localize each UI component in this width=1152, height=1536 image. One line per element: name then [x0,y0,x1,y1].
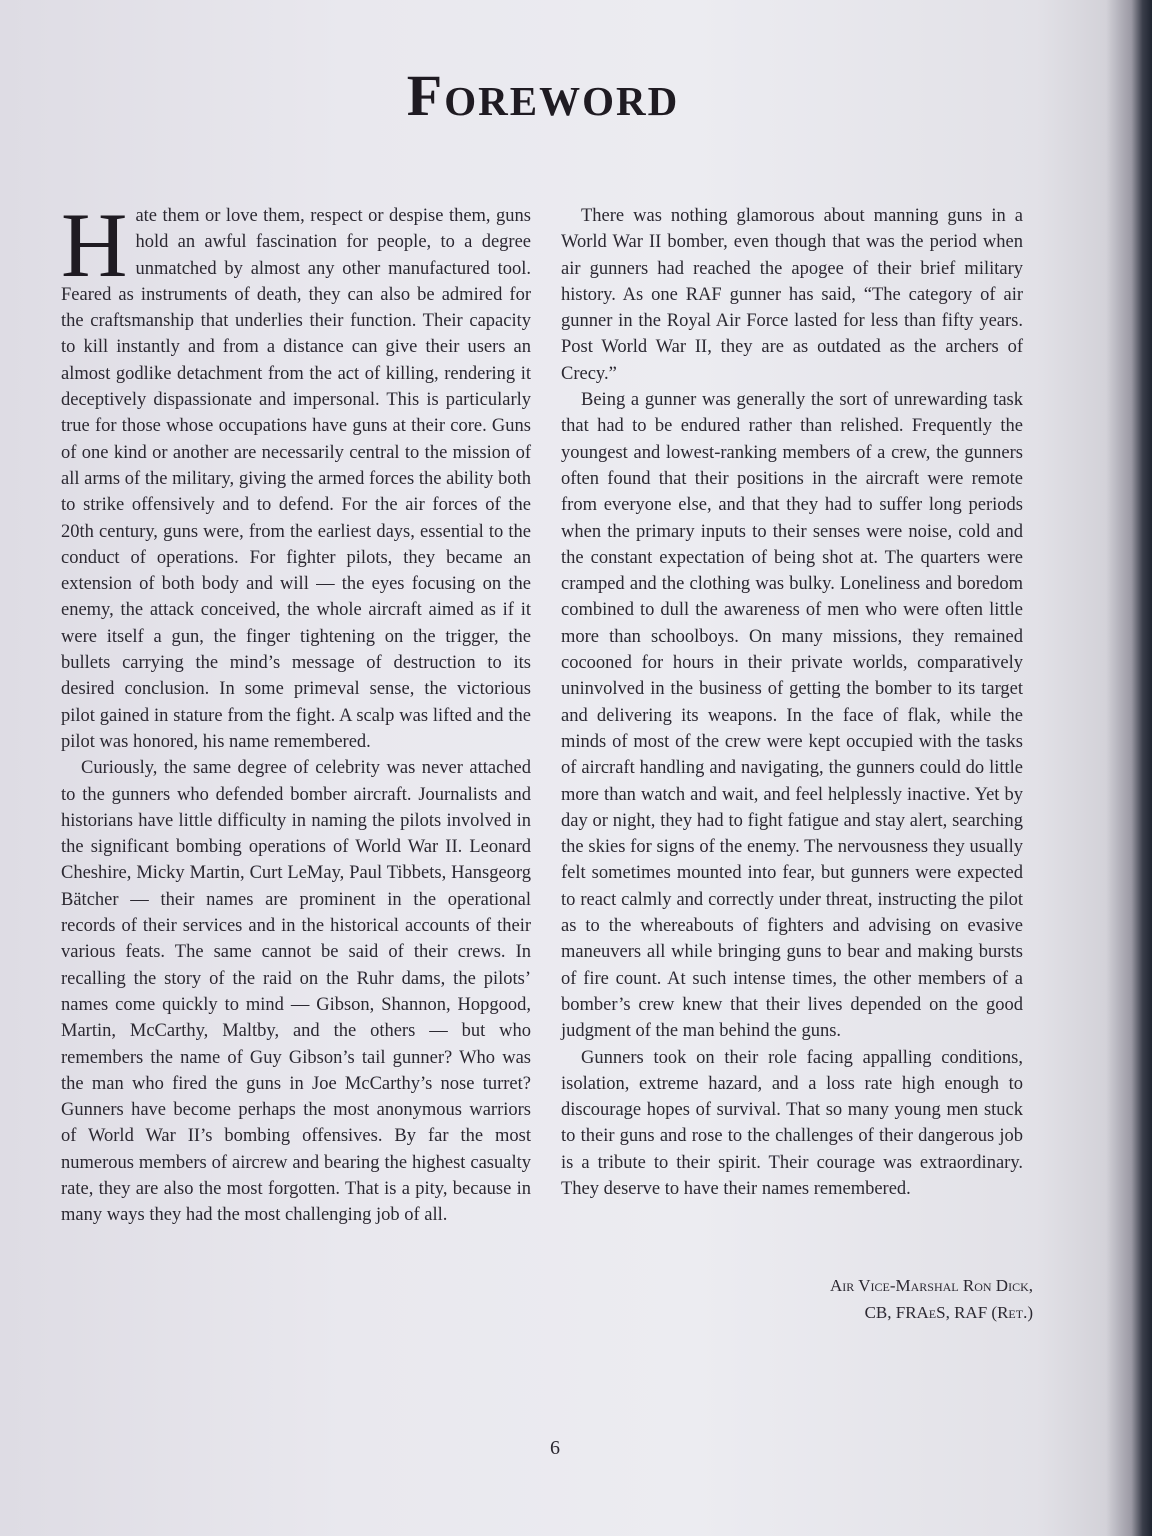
paragraph-text: ate them or love them, respect or despise them, guns hold an awful fascination for people, to a degree unmatched by almost any other manufactured tool. Feared as instruments of death, they can also be admired for the craftsmanship that underlies their function. Their capacity to kill instantly and from a distance can give their users an almost godlike detachment from the act of killing, rendering it deceptively dispassionate and impersonal. This is particularly true for those whose occupations have guns at their core. Guns of one kind or another are necessarily central to the mission of all arms of the military, giving the armed forces the ability both to strike offensively and to defend. For the air forces of the 20th century, guns were, from the earliest days, essential to the conduct of operations. For fighter pilots, they became an extension of both body and will — the eyes focusing on the enemy, the attack conceived, the whole aircraft aimed as if it were itself a gun, the finger tightening on the trigger, the bullets carrying the mind’s message of destruction to its desired conclusion. In some primeval sense, the victorious pilot gained in stature from the fight. A scalp was lifted and the pilot was honored, his name remembered. [61,206,531,752]
paragraph [61,194,531,755]
author-signature [700,1272,1033,1326]
book-spine-edge [1106,0,1152,1536]
drop-cap: H [61,194,128,296]
paragraph: There was nothing glamorous about manning guns in a World War II bomber, even though that was the period when air gunners had reached the apogee of their brief military history. As one RAF gunner has said, “The category of air gunner in the Royal Air Force lasted for less than fifty years. Post World War II, they are as outdated as the archers of Crecy.” [561,206,1023,384]
author-name: Air Vice-Marshal Ron Dick, [830,1276,1033,1295]
left-column [61,194,531,1229]
paragraph: Curiously, the same degree of celebrity was never attached to the gunners who defended bomber aircraft. Journalists and historians have little difficulty in naming the pilots involved in the significant bombing operations of World War II. Leonard Cheshire, Micky Martin, Curt LeMay, Paul Tibbets, Hansgeorg Bätcher — their names are prominent in the operational records of their services and in the historical accounts of their various feats. The same cannot be said of their crews. In recalling the story of the raid on the Ruhr dams, the pilots’ names come quickly to mind — Gibson, Shannon, Hopgood, Martin, McCarthy, Maltby, and the others — but who remembers the name of Guy Gibson’s tail gunner? Who was the man who fired the guns in Joe McCarthy’s nose turret? Gunners have become perhaps the most anonymous warriors of World War II’s bombing offensives. By far the most numerous members of aircrew and bearing the highest casualty rate, they are also the most forgotten. That is a pity, because in many ways they had the most challenging job of all. [61,758,531,1226]
right-column [561,203,1023,1202]
page-title: Foreword [406,63,680,128]
author-credentials: CB, FRAeS, RAF (Ret.) [864,1303,1033,1322]
paragraph: Gunners took on their role facing appalling conditions, isolation, extreme hazard, and a loss rate high enough to discourage hopes of survival. That so many young men stuck to their guns and rose to the challenges of their dangerous job is a tribute to their spirit. Their courage was extraordinary. They deserve to have their names remembered. [561,1047,1023,1199]
paragraph: Being a gunner was generally the sort of unrewarding task that had to be endured rather than relished. Frequently the youngest and lowest-ranking members of a crew, the gunners often found that their positions in the aircraft were remote from everyone else, and that they had to suffer long periods when the primary inputs to their senses were noise, cold and the constant expectation of being shot at. The quarters were cramped and the clothing was bulky. Loneliness and boredom combined to dull the awareness of men who were often little more than schoolboys. On many missions, they remained cocooned for hours in their private worlds, comparatively uninvolved in the business of getting the bomber to its target and delivering its weapons. In the face of flak, while the minds of most of the crew were kept occupied with the tasks of aircraft handling and navigating, the gunners could do little more than watch and wait, and feel helplessly inactive. Yet by day or night, they had to fight fatigue and stay alert, searching the skies for signs of the enemy. The nervousness they usually felt sometimes mounted into fear, but gunners were expected to react calmly and correctly under threat, instructing the pilot as to the whereabouts of fighters and advising on evasive maneuvers all while bringing guns to bear and making bursts of fire count. At such intense times, the other members of a bomber’s crew knew that their lives depended on the good judgment of the man behind the guns. [561,390,1023,1042]
page-number: 6 [550,1437,560,1459]
